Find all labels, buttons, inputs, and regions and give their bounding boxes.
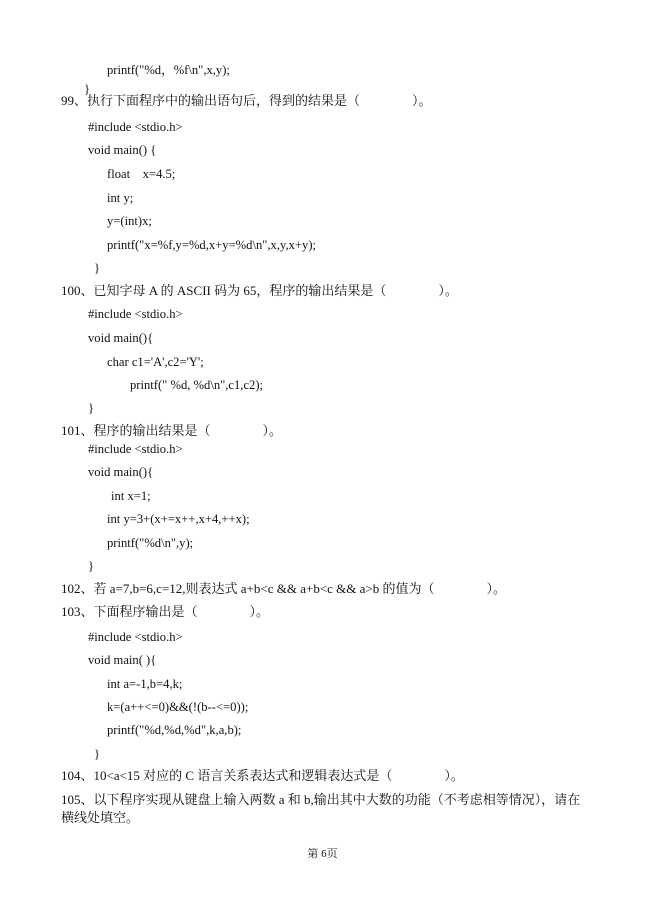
page-number: 第 6页 (307, 848, 338, 860)
code-line: int x=1; (111, 489, 151, 503)
code-line: #include <stdio.h> (88, 630, 183, 644)
question-101: 101、程序的输出结果是（ ）。 (61, 423, 283, 438)
code-line: } (94, 261, 101, 275)
code-line: int y=3+(x+=x++,x+4,++x); (107, 512, 250, 526)
question-105-continued: 横线处填空。 (61, 810, 140, 825)
code-line: void main(){ (88, 331, 154, 345)
code-line: } (94, 747, 101, 761)
question-103: 103、下面程序输出是（ ）。 (61, 604, 270, 619)
code-line: printf("%d,%d,%d",k,a,b); (107, 723, 242, 737)
code-line: k=(a++<=0)&&(!(b--<=0)); (107, 700, 249, 714)
code-line: printf("%d，%f\n",x,y); (107, 63, 230, 77)
code-line: void main(){ (88, 465, 154, 479)
code-line: printf("x=%f,y=%d,x+y=%d\n",x,y,x+y); (107, 238, 317, 252)
code-line: printf("%d\n",y); (107, 536, 194, 550)
question-99: 99、执行下面程序中的输出语句后，得到的结果是（ ）。 (61, 93, 432, 108)
question-105: 105、以下程序实现从键盘上输入两数 a 和 b,输出其中大数的功能（不考虑相等情况），请在 (61, 792, 581, 807)
code-line: } (84, 82, 91, 96)
code-line: #include <stdio.h> (88, 307, 183, 321)
code-line: void main( ){ (88, 653, 157, 667)
question-102: 102、若 a=7,b=6,c=12,则表达式 a+b<c && a+b<c && a>b 的值为（ ）。 (61, 581, 506, 596)
code-line: int y; (107, 191, 134, 205)
code-line: void main() { (88, 143, 157, 157)
code-line: } (88, 559, 95, 573)
question-100: 100、已知字母 A 的 ASCII 码为 65，程序的输出结果是（ ）。 (61, 283, 458, 298)
code-line: y=(int)x; (107, 214, 152, 228)
code-line: printf(" %d, %d\n",c1,c2); (130, 378, 264, 392)
code-line: } (88, 401, 95, 415)
code-line: #include <stdio.h> (88, 442, 183, 456)
code-line: int a=-1,b=4,k; (107, 677, 183, 691)
question-104: 104、10<a<15 对应的 C 语言关系表达式和逻辑表达式是（ ）。 (61, 768, 464, 783)
code-line: #include <stdio.h> (88, 120, 183, 134)
code-line: char c1='A',c2='Y'; (107, 355, 204, 369)
code-line: float x=4.5; (107, 167, 176, 181)
